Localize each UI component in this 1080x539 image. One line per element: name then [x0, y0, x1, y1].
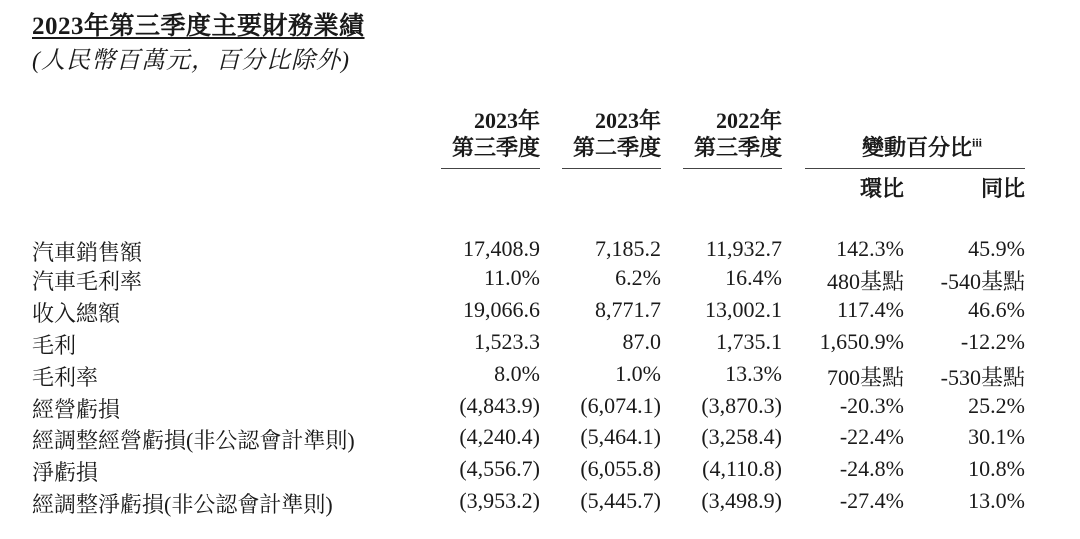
cell-yoy: 10.8% — [968, 456, 1025, 481]
column-header-line2: 第三季度 — [451, 135, 540, 160]
cell-q2-2023: (6,074.1) — [580, 393, 661, 418]
row-label: 經調整經營虧損(非公認會計準則) — [32, 428, 355, 453]
cell-yoy: 25.2% — [968, 393, 1025, 418]
cell-yoy: -12.2% — [960, 329, 1025, 354]
cell-q3-2023: (4,556.7) — [459, 456, 540, 481]
cell-qoq: 142.3% — [836, 236, 904, 261]
cell-q2-2023: 8,771.7 — [595, 297, 661, 322]
cell-q2-2023: 87.0 — [622, 329, 661, 354]
cell-q3-2022: 13,002.1 — [705, 297, 782, 322]
cell-q2-2023: 6.2% — [615, 265, 661, 290]
row-label: 收入總額 — [32, 301, 121, 326]
cell-q3-2022: 13.3% — [725, 361, 782, 386]
cell-q2-2023: 7,185.2 — [595, 236, 661, 261]
yoy-header: 同比 — [980, 176, 1025, 201]
change-percentage-header — [862, 134, 982, 161]
column-header-line1: 2023年 — [594, 108, 661, 133]
cell-qoq: 480基點 — [826, 269, 904, 294]
cell-q3-2023: 19,066.6 — [463, 297, 540, 322]
cell-q3-2022: 16.4% — [725, 265, 782, 290]
cell-q3-2023: 1,523.3 — [474, 329, 540, 354]
column-header-q3-2023 — [452, 107, 540, 161]
cell-qoq: -20.3% — [839, 393, 904, 418]
cell-q3-2022: 1,735.1 — [716, 329, 782, 354]
column-header-q2-2023 — [573, 107, 661, 161]
header-underline — [441, 168, 540, 169]
cell-q3-2023: (4,843.9) — [459, 393, 540, 418]
cell-yoy: -540基點 — [940, 269, 1025, 294]
cell-qoq: 117.4% — [836, 297, 904, 322]
column-header-line2: 第三季度 — [693, 135, 782, 160]
column-header-line2: 第二季度 — [572, 135, 661, 160]
cell-qoq: 700基點 — [826, 365, 904, 390]
cell-yoy: 13.0% — [968, 488, 1025, 513]
cell-q2-2023: 1.0% — [615, 361, 661, 386]
column-header-q3-2022 — [694, 107, 782, 161]
cell-q3-2023: (3,953.2) — [459, 488, 540, 513]
cell-q3-2022: (3,258.4) — [701, 424, 782, 449]
header-underline — [683, 168, 782, 169]
header-underline — [805, 168, 1025, 169]
cell-yoy: 45.9% — [968, 236, 1025, 261]
column-header-line1: 2022年 — [715, 108, 782, 133]
row-label: 毛利 — [32, 333, 77, 358]
cell-q3-2022: 11,932.7 — [705, 236, 782, 261]
footnote-marker: iii — [971, 135, 982, 150]
cell-q3-2022: (4,110.8) — [702, 456, 782, 481]
page-title: 2023年第三季度主要財務業績 — [32, 13, 365, 40]
cell-q3-2023: 8.0% — [494, 361, 540, 386]
cell-q3-2023: (4,240.4) — [459, 424, 540, 449]
qoq-header: 環比 — [859, 176, 904, 201]
cell-q3-2022: (3,498.9) — [701, 488, 782, 513]
row-label: 經營虧損 — [32, 397, 121, 422]
change-percentage-label: 變動百分比 — [861, 135, 972, 160]
cell-qoq: -27.4% — [839, 488, 904, 513]
row-label: 淨虧損 — [32, 460, 99, 485]
row-label: 汽車毛利率 — [32, 269, 143, 294]
cell-q3-2022: (3,870.3) — [701, 393, 782, 418]
cell-yoy: 46.6% — [968, 297, 1025, 322]
cell-qoq: 1,650.9% — [819, 329, 904, 354]
row-label: 毛利率 — [32, 365, 99, 390]
cell-q3-2023: 17,408.9 — [463, 236, 540, 261]
row-label: 經調整淨虧損(非公認會計準則) — [32, 492, 333, 517]
cell-yoy: 30.1% — [968, 424, 1025, 449]
column-header-line1: 2023年 — [473, 108, 540, 133]
row-label: 汽車銷售額 — [32, 240, 143, 265]
cell-q2-2023: (6,055.8) — [580, 456, 661, 481]
cell-qoq: -22.4% — [839, 424, 904, 449]
cell-q2-2023: (5,445.7) — [580, 488, 661, 513]
page-subtitle: (人民幣百萬元，百分比除外) — [32, 48, 350, 74]
cell-q3-2023: 11.0% — [483, 265, 540, 290]
cell-yoy: -530基點 — [940, 365, 1025, 390]
cell-qoq: -24.8% — [839, 456, 904, 481]
header-underline — [562, 168, 661, 169]
cell-q2-2023: (5,464.1) — [580, 424, 661, 449]
